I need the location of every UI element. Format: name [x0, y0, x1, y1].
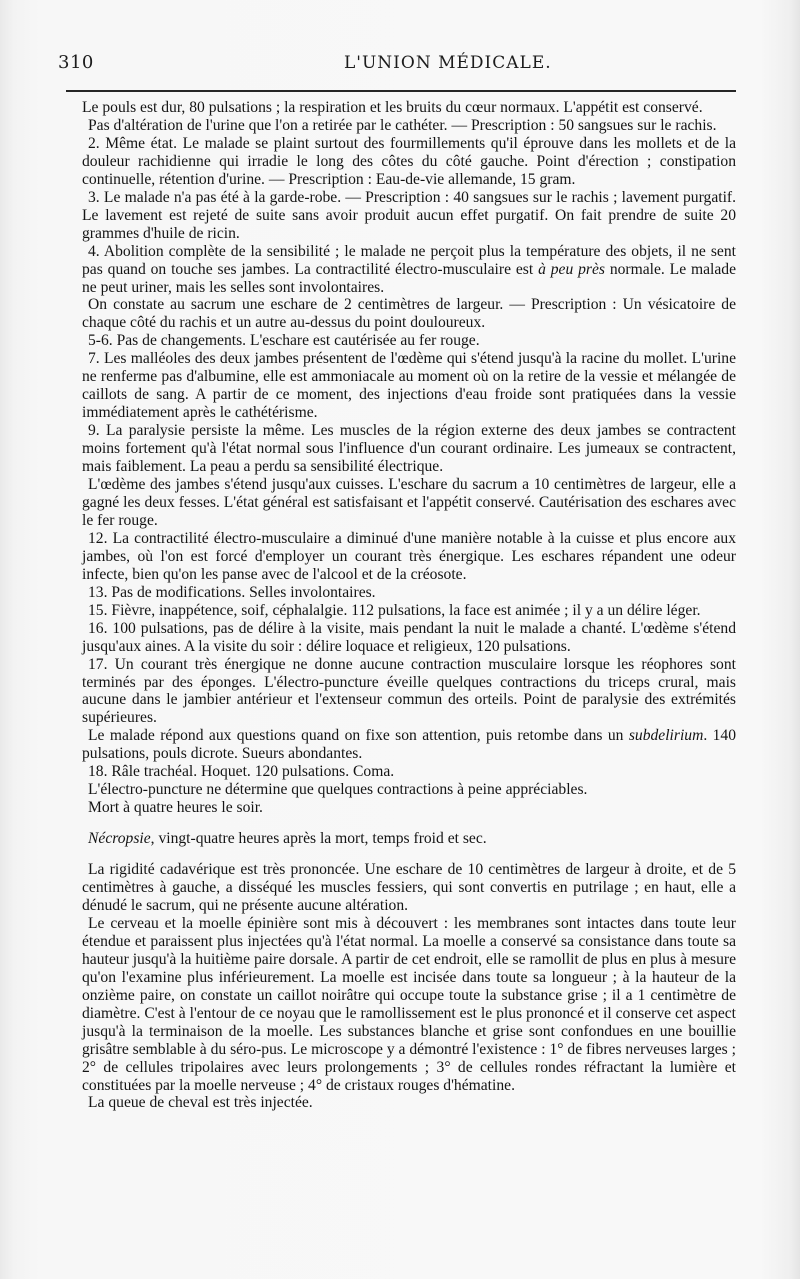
paragraph: [82, 243, 736, 297]
paragraph: 15. Fièvre, inappétence, soif, céphalalgie. 112 pulsations, la face est animée ; il y a un délire léger.: [88, 601, 701, 619]
paragraph: 13. Pas de modifications. Selles involontaires.: [88, 583, 376, 601]
paragraph: L'électro-puncture ne détermine que quelques contractions à peine appréciables.: [88, 781, 588, 799]
paragraph: La rigidité cadavérique est très prononcée. Une eschare de 10 centimètres de largeur à droite, et de 5 centimètres à gauche, a disséqué les muscles fessiers, qui sont convertis en putrilage ; en haut, elle a dénudé le sacrum, qui ne présente aucune altération.: [82, 861, 736, 914]
paragraph: Le pouls est dur, 80 pulsations ; la respiration et les bruits du cœur normaux. L'appétit est conservé.: [82, 99, 703, 116]
paragraph: On constate au sacrum une eschare de 2 centimètres de largeur. — Prescription : Un vésicatoire de chaque côté du rachis et un autre au-dessus du point douloureux.: [82, 296, 736, 332]
page-number: 310: [58, 52, 94, 73]
paragraph-text: normale. Le malade ne peut uriner, mais les selles sont involontaires.: [82, 260, 736, 296]
paragraph-text: 4. Abolition complète de la sensibilité ; le malade ne perçoit plus la température des objets, il ne sent pas quand on touche ses jambes. La contractilité électro-musculaire est: [82, 242, 736, 278]
paragraph: 17. Un courant très énergique ne donne aucune contraction musculaire lorsque les réophores sont terminés par des éponges. L'électro-puncture éveille quelques contractions du triceps crural, mais aucune dans le jambier antérieur et l'extenseur commun des orteils. Point de paralysie des extrémités supérieures.: [82, 655, 736, 727]
article-body: [82, 99, 736, 1112]
paragraph-text: Le malade répond aux questions quand on fixe son attention, puis retombe dans un: [88, 727, 629, 745]
paragraph: 9. La paralysie persiste la même. Les muscles de la région externe des deux jambes se contractent moins fortement qu'à l'état normal sous l'influence d'un courant ordinaire. Les jumeaux se contractent, mais faiblement. La peau a perdu sa sensibilité électrique.: [82, 422, 736, 476]
paragraph: 12. La contractilité électro-musculaire a diminué d'une manière notable à la cuisse et plus encore aux jambes, où l'on est forcé d'employer un courant très énergique. Les eschares répandent une odeur infecte, bien qu'on les panse avec de l'alcool et de la créosote.: [82, 529, 736, 583]
paragraph-text: . 140 pulsations, pouls dicrote. Sueurs abondantes.: [82, 727, 737, 763]
paragraph: 3. Le malade n'a pas été à la garde-robe. — Prescription : 40 sangsues sur le rachis ; lavement purgatif. Le lavement est rejeté de suite sans avoir produit aucun effet purgatif. On fait prendre de suite 20 grammes d'huile de ricin.: [82, 188, 736, 242]
paragraph: 16. 100 pulsations, pas de délire à la visite, mais pendant la nuit le malade a chanté. L'œdème s'étend jusqu'aux aines. A la visite du soir : délire loquace et religieux, 120 pulsations.: [82, 619, 736, 655]
paragraph: [82, 727, 736, 763]
necropsie-text: , vingt-quatre heures après la mort, temps froid et sec.: [150, 830, 487, 848]
paragraph: L'œdème des jambes s'étend jusqu'aux cuisses. L'eschare du sacrum a 10 centimètres de largeur, elle a gagné les deux fesses. L'état général est satisfaisant et l'appétit conservé. Cautérisation des eschares avec le fer rouge.: [82, 476, 736, 529]
paragraph: 2. Même état. Le malade se plaint surtout des fourmillements qu'il éprouve dans les mollets et de la douleur rachidienne qui irradie le long des côtes du côté gauche. Point d'érection ; constipation continuelle, rétention d'urine. — Prescription : Eau-de-vie allemande, 15 gram.: [82, 134, 736, 188]
journal-title: L'UNION MÉDICALE.: [344, 53, 552, 73]
paragraph: La queue de cheval est très injectée.: [88, 1094, 313, 1112]
paragraph: Pas d'altération de l'urine que l'on a retirée par le cathéter. — Prescription : 50 sangsues sur le rachis.: [88, 116, 717, 134]
italic-phrase: subdelirium: [628, 727, 704, 745]
running-header: [58, 52, 738, 76]
necropsie-heading: [82, 830, 736, 848]
paragraph: Le cerveau et la moelle épinière sont mis à découvert : les membranes sont intactes dans toute leur étendue et paraissent plus injectées qu'à l'état normal. La moelle a conservé sa consistance dans toute sa hauteur jusqu'à la huitième paire dorsale. A partir de cet endroit, elle se ramollit de plus en plus à mesure qu'on l'examine plus inférieurement. La moelle est incisée dans toute sa longueur ; à la hauteur de la onzième paire, on constate un caillot noirâtre qui occupe toute la substance grise ; il a 1 centimètre de diamètre. C'est à l'entour de ce noyau que le ramollissement est le plus prononcé et il conserve cet aspect jusqu'à la terminaison de la moelle. Les substances blanche et grise sont confondues en une bouillie grisâtre semblable à du séro-pus. Le microscope y a démontré l'existence : 1° de fibres nerveuses larges ; 2° de cellules tripolaires avec leurs prolongements ; 3° de cellules rondes réfractant la lumière et constituées par la moelle nerveuse ; 4° de cristaux rouges d'hématine.: [82, 914, 736, 1094]
italic-phrase: à peu près: [538, 260, 605, 278]
paragraph: 18. Râle trachéal. Hoquet. 120 pulsations. Coma.: [88, 763, 395, 781]
header-rule: [66, 90, 736, 92]
paragraph: 7. Les malléoles des deux jambes présentent de l'œdème qui s'étend jusqu'à la racine du mollet. L'urine ne renferme pas d'albumine, elle est ammoniacale au moment où on la retire de la vessie et mélangée de caillots de sang. A partir de ce moment, des injections d'eau froide sont pratiquées dans la vessie immédiatement après le cathétérisme.: [82, 350, 736, 422]
paragraph: 5-6. Pas de changements. L'eschare est cautérisée au fer rouge.: [88, 332, 480, 350]
necropsie-label: Nécropsie: [88, 830, 151, 848]
paragraph: Mort à quatre heures le soir.: [88, 799, 263, 817]
